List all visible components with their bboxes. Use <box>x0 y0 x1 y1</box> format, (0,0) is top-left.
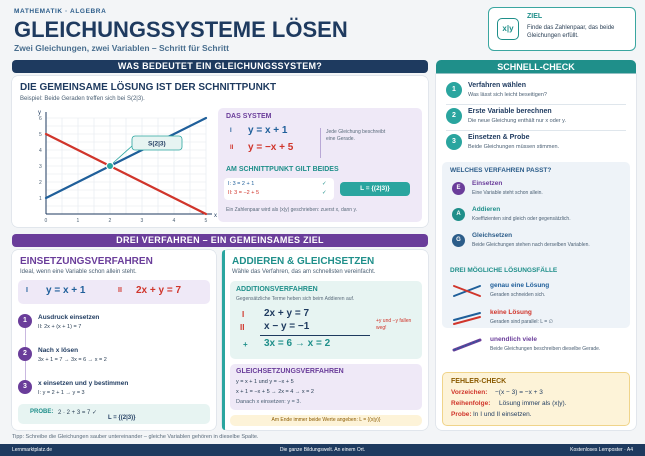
divider <box>446 130 626 131</box>
check-title: AM SCHNITTPUNKT GILT BEIDES <box>226 166 339 173</box>
section1-example: Beispiel: Beide Geraden treffen sich bei S(2|3). <box>20 96 145 102</box>
fehler-title: FEHLER-CHECK <box>451 378 507 385</box>
section1-banner: WAS BEDEUTET EIN GLEICHUNGSSYSTEM? <box>12 60 428 73</box>
goal-box <box>488 7 636 51</box>
check-step-text: Die neue Gleichung enthält nur x oder y. <box>468 118 567 124</box>
check-step-text: Beide Gleichungen müssen stimmen. <box>468 144 560 150</box>
einsetz-eq1-number: I <box>26 287 28 294</box>
step-title: Nach x lösen <box>38 347 79 354</box>
addier-accent <box>222 250 225 430</box>
case-title: genau eine Lösung <box>490 282 550 289</box>
tip-text: Tipp: Schreibe die Gleichungen sauber untereinander – gleiche Variablen gehören in dieselbe Spalte. <box>12 434 259 440</box>
case-text: Geraden schneiden sich. <box>490 292 546 298</box>
system-title: DAS SYSTEM <box>226 113 272 120</box>
x-tick-label: 3 <box>140 218 144 224</box>
footer-bar <box>0 444 645 456</box>
y-axis-label: y <box>38 110 41 116</box>
add-sum: 3x = 6 → x = 2 <box>264 338 331 349</box>
addition-title: ADDITIONSVERFAHREN <box>236 286 318 293</box>
check1: I: 3 = 2 + 1 <box>228 181 255 187</box>
y-tick-label: 4 <box>39 148 42 154</box>
eq2-number: II <box>230 145 234 151</box>
which-title: WELCHES VERFAHREN PASST? <box>450 167 552 174</box>
check2-mark: ✓ <box>322 190 327 196</box>
addier-subtitle: Wähle das Verfahren, das am schnellsten vereinfacht. <box>232 269 376 275</box>
add-eq1: 2x + y = 7 <box>264 308 310 319</box>
x-tick-label: 2 <box>108 218 112 224</box>
step-line: 3x + 1 = 7 → 3x = 6 → x = 2 <box>38 357 107 363</box>
check-step-title: Einsetzen & Probe <box>468 134 530 141</box>
method-text: Eine Variable steht schon allein. <box>472 190 543 196</box>
probe-label: PROBE: <box>30 409 54 415</box>
method-letter-icon: E <box>452 182 465 195</box>
section1-heading: DIE GEMEINSAME LÖSUNG IST DER SCHNITTPUNKT <box>20 82 277 93</box>
add-eq1-number: I <box>242 310 245 319</box>
subject-kicker: MATHEMATIK · ALGEBRA <box>14 8 107 15</box>
einsetz-result: L = {(2|3)} <box>108 415 136 421</box>
add-eq2-number: II <box>240 323 245 332</box>
final-note: Am Ende immer beide Werte angeben: L = {(x|y)} <box>230 415 422 426</box>
footer-center: Die ganze Bildungswelt. An einem Ort. <box>279 447 366 453</box>
probe-box <box>18 404 210 424</box>
einsetz-eq1: y = x + 1 <box>46 285 86 296</box>
system-divider <box>320 128 321 158</box>
schnell-card <box>436 74 636 430</box>
addition-box <box>230 281 422 359</box>
solution-badge: L = {(2|3)} <box>340 182 410 196</box>
einsetz-eq2-number: II <box>118 287 122 294</box>
identical-lines-icon <box>452 338 482 352</box>
intersection-chart <box>16 108 216 226</box>
x-tick-label: 5 <box>204 218 208 224</box>
method-title: Addieren <box>472 206 501 213</box>
fehler-text: In I und II einsetzen. <box>473 411 532 418</box>
y-tick-label: 2 <box>39 180 42 186</box>
add-plus: + <box>243 340 248 349</box>
check-step-number: 3 <box>446 134 462 150</box>
gleich-box <box>230 364 422 410</box>
pair-note: Ein Zahlenpaar wird als (x|y) geschrieben: zuerst x, dann y. <box>226 207 357 213</box>
check-step-title: Erste Variable berechnen <box>468 108 552 115</box>
fehler-label: Vorzeichen: <box>451 389 488 396</box>
y-tick-label: 5 <box>39 132 42 138</box>
check-step-title: Verfahren wählen <box>468 82 526 89</box>
fehler-box <box>442 372 630 426</box>
xy-icon: x|y <box>497 18 519 40</box>
addier-title: ADDIEREN & GLEICHSETZEN <box>232 256 375 267</box>
addier-card <box>222 250 428 430</box>
case-text: Beide Gleichungen beschreiben dieselbe Gerade. <box>490 346 601 352</box>
step-number: 2 <box>18 347 32 361</box>
case-title: keine Lösung <box>490 309 532 316</box>
gleich-title: GLEICHSETZUNGSVERFAHREN <box>236 368 344 375</box>
x-tick-label: 0 <box>44 218 48 224</box>
gleich-line2: x + 1 = −x + 5 → 2x = 4 → x = 2 <box>236 389 314 395</box>
intersecting-lines-icon <box>452 284 482 298</box>
y-tick-label: 3 <box>39 164 42 170</box>
case-text: Geraden sind parallel: L = ∅ <box>490 319 553 325</box>
y-tick-label: 1 <box>39 196 42 202</box>
step-number: 1 <box>18 314 32 328</box>
case-title: unendlich viele <box>490 336 537 343</box>
fehler-text: Lösung immer als (x|y). <box>499 400 567 407</box>
fehler-label: Reihenfolge: <box>451 400 491 407</box>
gleich-line3: Danach x einsetzen: y = 3. <box>236 399 301 405</box>
method-text: Beide Gleichungen stehen nach derselben Variablen. <box>472 242 590 248</box>
step-title: x einsetzen und y bestimmen <box>38 380 129 387</box>
fehler-label: Probe: <box>451 411 472 418</box>
method-text: Koeffizienten sind gleich oder gegensätzlich. <box>472 216 571 222</box>
goal-text: Finde das Zahlenpaar, das beide Gleichungen erfüllt. <box>527 25 615 39</box>
check-step-number: 1 <box>446 82 462 98</box>
step-line: II: 2x + (x + 1) = 7 <box>38 324 82 330</box>
schnell-banner: SCHNELL-CHECK <box>436 60 636 74</box>
step-number: 3 <box>18 380 32 394</box>
callout-label: S(2|3) <box>148 140 166 148</box>
goal-heading: ZIEL <box>527 13 543 20</box>
addition-rule <box>260 335 370 336</box>
einsetz-eq2: 2x + y = 7 <box>136 285 182 296</box>
check-step-text: Was lässt sich leicht beseitigen? <box>468 92 547 98</box>
probe-text: 2 · 2 + 3 = 7 ✓ <box>58 410 98 416</box>
cancel-note: +y und −y fallen weg! <box>376 318 412 331</box>
method-letter-icon: G <box>452 234 465 247</box>
y-tick-label: 6 <box>39 116 42 122</box>
method-title: Gleichsetzen <box>472 232 513 239</box>
add-eq2: x − y = −1 <box>264 321 310 332</box>
step-line: I: y = 2 + 1 → y = 3 <box>38 390 85 396</box>
einsetz-title: EINSETZUNGSVERFAHREN <box>20 256 153 267</box>
addition-note: Gegensätzliche Terme heben sich beim Addieren auf. <box>236 296 355 302</box>
einsetz-card <box>12 250 216 430</box>
einsetz-subtitle: Ideal, wenn eine Variable schon allein steht. <box>20 269 137 275</box>
parallel-lines-icon <box>452 311 482 325</box>
x-tick-label: 4 <box>172 218 176 224</box>
x-tick-label: 1 <box>76 218 80 224</box>
chart-ticks <box>39 116 208 224</box>
chart-grid <box>46 118 206 214</box>
system-note: Jede Gleichung beschreibt eine Gerade. <box>326 129 386 142</box>
system-box <box>218 108 422 222</box>
check-step-number: 2 <box>446 108 462 124</box>
page-title: GLEICHUNGSSYSTEME LÖSEN <box>14 17 348 42</box>
divider <box>446 104 626 105</box>
step-title: Ausdruck einsetzen <box>38 314 100 321</box>
eq1: y = x + 1 <box>248 125 288 136</box>
footer-right: Kostenloses Lernposter · A4 <box>570 447 633 453</box>
method-title: Einsetzen <box>472 180 503 187</box>
check2: II: 3 = −2 + 5 <box>228 190 260 196</box>
x-axis-label: x <box>214 213 217 219</box>
intersection-point <box>107 163 114 170</box>
cases-title: DREI MÖGLICHE LÖSUNGSFÄLLE <box>450 267 558 274</box>
check1-mark: ✓ <box>322 181 327 187</box>
method-letter-icon: A <box>452 208 465 221</box>
eq1-number: I <box>230 128 232 134</box>
section2-banner: DREI VERFAHREN – EIN GEMEINSAMES ZIEL <box>12 234 428 247</box>
section1-card <box>12 76 428 227</box>
fehler-text: −(x − 3) = −x + 3 <box>495 389 543 396</box>
check-box <box>224 178 334 200</box>
eq2: y = −x + 5 <box>248 142 294 153</box>
einsetz-system <box>18 280 210 304</box>
footer-left: Lernmarktplatz.de <box>12 447 53 453</box>
gleich-line1: y = x + 1 und y = −x + 5 <box>236 379 294 385</box>
page-subtitle: Zwei Gleichungen, zwei Variablen – Schritt für Schritt <box>14 43 229 53</box>
